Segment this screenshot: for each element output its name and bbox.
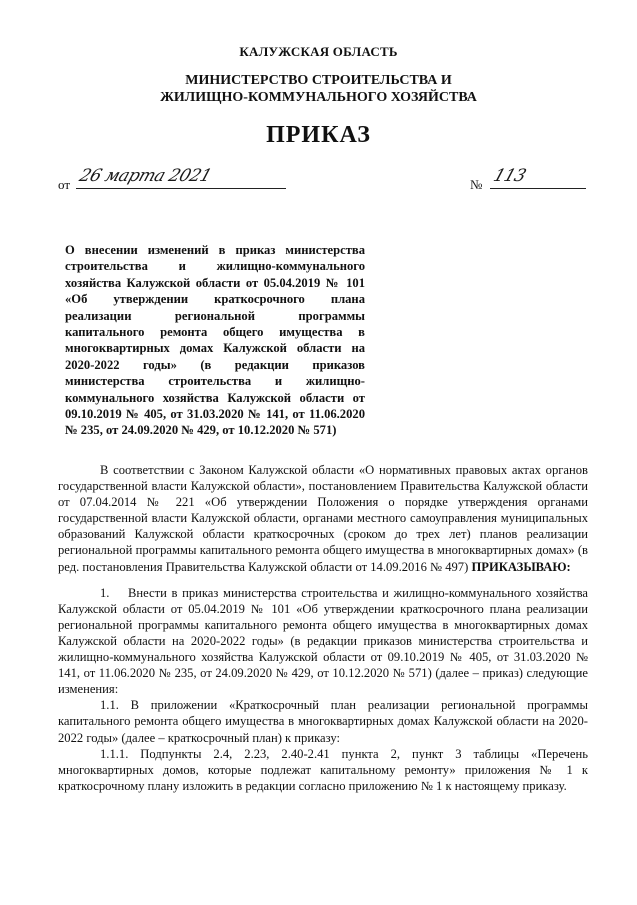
handwritten-date: 26 марта 2021 <box>76 166 214 186</box>
date-line <box>58 166 286 193</box>
item-1-1-1-paragraph: 1.1.1. Подпункты 2.4, 2.23, 2.40-2.41 пункта 2, пункт 3 таблицы «Перечень многоквартирных домов, которые подлежат капитальному ремонту» приложения № 1 к краткосрочному плану изложить в редакции согласно приложению № 1 к настоящему приказу. <box>58 746 588 793</box>
number-prefix: № <box>470 177 483 192</box>
region-name: КАЛУЖСКАЯ ОБЛАСТЬ <box>239 44 398 59</box>
preamble-paragraph <box>58 462 588 575</box>
order-subject: О внесении изменений в приказ министерства строительства и жилищно-коммунального хозяйства Калужской области от 05.04.2019 № 101 «Об утверждении краткосрочного плана реализации региональной программы капитального ремонта общего имущества в многоквартирных домах Калужской области на 2020-2022 годы» (в редакции приказов министерства строительства и жилищно-коммунального хозяйства Калужской области от 09.10.2019 № 405, от 31.03.2020 № 141, от 11.06.2020 № 235, от 24.09.2020 № 429, от 10.12.2020 № 571) <box>65 243 365 438</box>
ministry-name-line2: ЖИЛИЩНО-КОММУНАЛЬНОГО ХОЗЯЙСТВА <box>160 90 477 105</box>
order-body <box>58 462 592 794</box>
item-1-1-paragraph: 1.1. В приложении «Краткосрочный план реализации региональной программы капитального ремонта общего имущества в многоквартирных домах Калужской области на 2020-2022 годы» (далее – краткосрочный план) к приказу: <box>58 698 588 745</box>
number-line <box>470 166 586 193</box>
date-prefix: от <box>58 177 71 192</box>
date-field <box>76 166 286 189</box>
decree-word: ПРИКАЗЫВАЮ: <box>471 559 571 574</box>
item-1-paragraph: 1. Внести в приказ министерства строительства и жилищно-коммунального хозяйства Калужской области от 05.04.2019 № 101 «Об утверждении краткосрочного плана реализации региональной программы капитального ремонта общего имущества в многоквартирных домах Калужской области на 2020-2022 годы» (в редакции приказов министерства строительства и жилищно-коммунального хозяйства Калужской области от 09.10.2019 № 405, от 31.03.2020 № 141, от 11.06.2020 № 235, от 24.09.2020 № 429, от 10.12.2020 № 571) (далее – приказ) следующие изменения: <box>58 585 592 697</box>
preamble-text: В соответствии с Законом Калужской области «О нормативных правовых актах органов государственной власти Калужской области», постановлением Правительства Калужской области от 07.04.2014 № 221 «Об утверждении Положения о порядке утверждения органами государственной власти Калужской области, органами местного самоуправления муниципальных образований Калужской области краткосрочных (сроком до трех лет) планов реализации региональной программы капитального ремонта общего имущества в многоквартирных домах» (в ред. постановления Правительства Калужской области от 14.09.2016 № 497) <box>58 463 588 574</box>
number-field <box>490 166 586 189</box>
document-type-title: ПРИКАЗ <box>266 122 371 148</box>
ministry-name <box>0 72 637 106</box>
handwritten-number: 113 <box>491 166 529 186</box>
ministry-name-line1: МИНИСТЕРСТВО СТРОИТЕЛЬСТВА И <box>185 73 452 88</box>
